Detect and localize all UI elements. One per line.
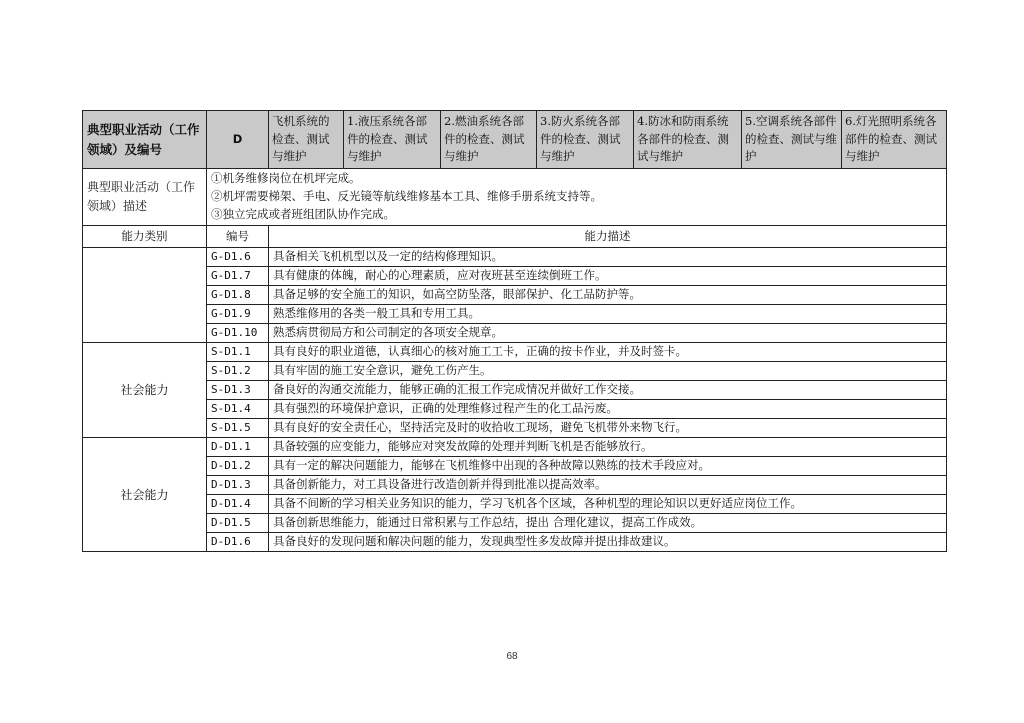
- table-row: [83, 362, 947, 381]
- header-row: [83, 111, 947, 169]
- competency-description: 具有良好的职业道德，认真细心的核对施工工卡，正确的按卡作业，并及时签卡。: [269, 343, 947, 362]
- competency-code: S-D1.4: [207, 400, 269, 419]
- competency-code: D-D1.1: [207, 438, 269, 457]
- header-activity-cell: 4.防冰和防雨系统各部件的检查、测试与维护: [634, 111, 742, 169]
- table-row: [83, 305, 947, 324]
- competency-code: D-D1.5: [207, 514, 269, 533]
- competency-description: 具有良好的安全责任心，坚持活完及时的收拾收工现场，避免飞机带外来物飞行。: [269, 419, 947, 438]
- category-cell: 社会能力: [83, 343, 207, 438]
- table-row: [83, 286, 947, 305]
- competency-code: S-D1.1: [207, 343, 269, 362]
- header-lead-cell: 典型职业活动（工作领域）及编号: [83, 111, 207, 169]
- description-content: [207, 169, 947, 226]
- competency-description: 具备良好的发现问题和解决问题的能力，发现典型性多发故障并提出排故建议。: [269, 533, 947, 552]
- description-line: ②机坪需要梯架、手电、反光镜等航线维修基本工具、维修手册系统支持等。: [211, 189, 602, 204]
- header-activity-cell: 2.燃油系统各部件的检查、测试与维护: [441, 111, 537, 169]
- header-activity-cell: 6.灯光照明系统各部件的检查、测试与维护: [842, 111, 947, 169]
- table-row: [83, 495, 947, 514]
- competency-code: G-D1.6: [207, 248, 269, 267]
- competency-code: G-D1.7: [207, 267, 269, 286]
- table-row: [83, 438, 947, 457]
- table-row: [83, 400, 947, 419]
- table-row: [83, 476, 947, 495]
- column-header-category: 能力类别: [83, 226, 207, 248]
- competency-code: D-D1.2: [207, 457, 269, 476]
- competency-code: G-D1.8: [207, 286, 269, 305]
- table-row: [83, 457, 947, 476]
- table-row: [83, 267, 947, 286]
- competency-description: 熟悉维修用的各类一般工具和专用工具。: [269, 305, 947, 324]
- description-line: ①机务维修岗位在机坪完成。: [211, 171, 361, 186]
- competency-code: D-D1.6: [207, 533, 269, 552]
- category-cell: 社会能力: [83, 438, 207, 552]
- competency-description: 具备创新能力，对工具设备进行改造创新并得到批准以提高效率。: [269, 476, 947, 495]
- description-label: 典型职业活动（工作领域）描述: [83, 169, 207, 226]
- table-row: [83, 248, 947, 267]
- column-header-code: 编号: [207, 226, 269, 248]
- column-header-description: 能力描述: [269, 226, 947, 248]
- competency-code: S-D1.2: [207, 362, 269, 381]
- table-row: [83, 419, 947, 438]
- competency-description: 具备足够的安全施工的知识，如高空防坠落，眼部保护、化工品防护等。: [269, 286, 947, 305]
- description-line: ③独立完成或者班组团队协作完成。: [211, 206, 395, 221]
- competency-code: G-D1.9: [207, 305, 269, 324]
- category-cell: [83, 248, 207, 343]
- competency-code: S-D1.5: [207, 419, 269, 438]
- page-number: 68: [506, 651, 518, 662]
- competency-code: G-D1.10: [207, 324, 269, 343]
- table-row: [83, 533, 947, 552]
- header-code-cell: D: [207, 111, 269, 169]
- column-header-row: [83, 226, 947, 248]
- header-activity-cell: 飞机系统的检查、测试与维护: [269, 111, 344, 169]
- competency-description: 具备创新思维能力，能通过日常积累与工作总结，提出 合理化建议，提高工作成效。: [269, 514, 947, 533]
- table-row: [83, 514, 947, 533]
- competency-description: 熟悉病贯彻局方和公司制定的各项安全规章。: [269, 324, 947, 343]
- header-activity-cell: 5.空调系统各部件的检查、测试与维护: [742, 111, 842, 169]
- competency-description: 具有强烈的环境保护意识，正确的处理维修过程产生的化工品污废。: [269, 400, 947, 419]
- description-row: [83, 169, 947, 226]
- table-row: [83, 324, 947, 343]
- competency-code: D-D1.4: [207, 495, 269, 514]
- competency-description: 具备不间断的学习相关业务知识的能力，学习飞机各个区域，各种机型的理论知识以更好适应岗位工作。: [269, 495, 947, 514]
- competency-code: D-D1.3: [207, 476, 269, 495]
- header-activity-cell: 1.液压系统各部件的检查、测试与维护: [344, 111, 441, 169]
- competency-table: [82, 110, 947, 552]
- competency-description: 具备较强的应变能力，能够应对突发故障的处理并判断飞机是否能够放行。: [269, 438, 947, 457]
- competency-code: S-D1.3: [207, 381, 269, 400]
- competency-description: 具有牢固的施工安全意识，避免工伤产生。: [269, 362, 947, 381]
- competency-description: 具备相关飞机机型以及一定的结构修理知识。: [269, 248, 947, 267]
- competency-description: 具有一定的解决问题能力，能够在飞机维修中出现的各种故障以熟练的技术手段应对。: [269, 457, 947, 476]
- table-row: [83, 343, 947, 362]
- header-activity-cell: 3.防火系统各部件的检查、测试与维护: [537, 111, 634, 169]
- competency-description: 备良好的沟通交流能力，能够正确的汇报工作完成情况并做好工作交接。: [269, 381, 947, 400]
- table-row: [83, 381, 947, 400]
- competency-description: 具有健康的体魄，耐心的心理素质，应对夜班甚至连续倒班工作。: [269, 267, 947, 286]
